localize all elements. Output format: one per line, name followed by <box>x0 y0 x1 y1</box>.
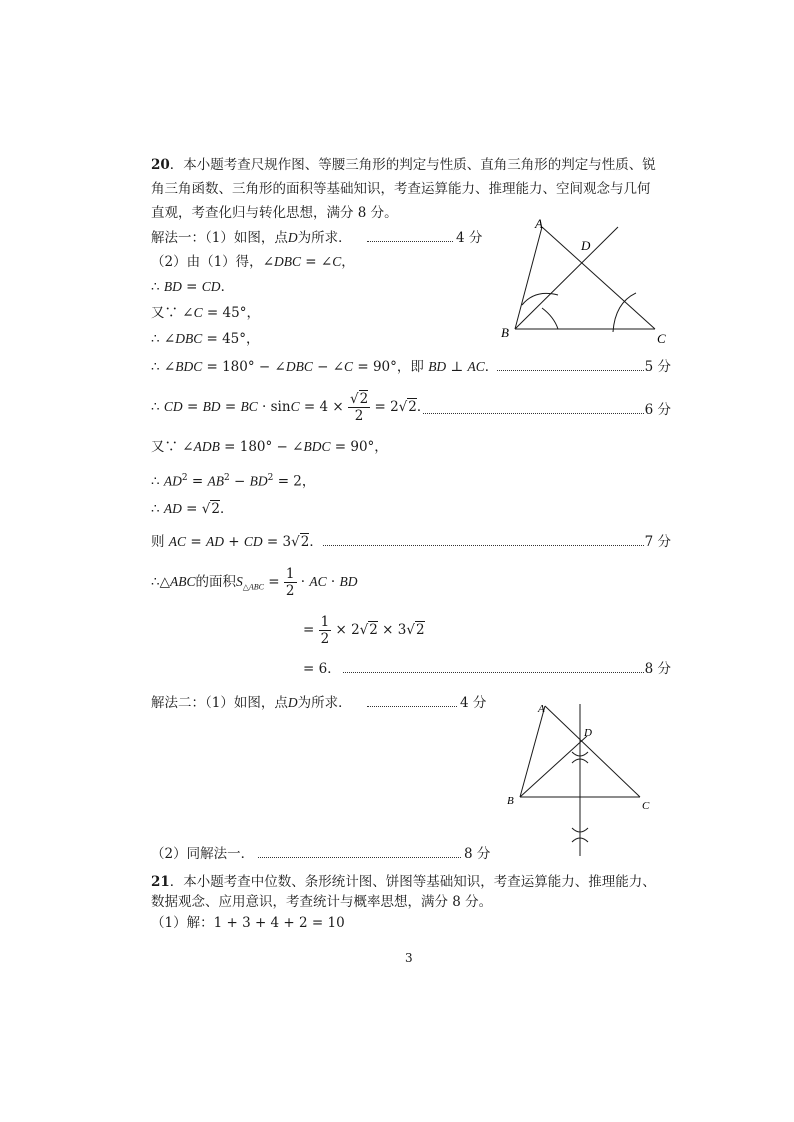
label-c: C <box>642 800 650 812</box>
q20-number: 20 <box>151 157 170 173</box>
m1-line-bd-cd: ∴ BD = CD． <box>151 279 235 295</box>
m1-line-area-result: = 6． <box>303 661 341 677</box>
bisector-line <box>515 227 618 329</box>
label-c: C <box>657 331 666 346</box>
m2-step1: 解法二：（1）如图，点D为所求． <box>151 695 352 711</box>
m1-score-6: 6 分 <box>644 402 671 418</box>
q21-step1: （1）解：1 + 3 + 4 + 2 = 10 <box>151 915 345 931</box>
figure-1-triangle <box>500 215 680 350</box>
q21-number: 21 <box>151 874 170 890</box>
q20-intro-line-1: 20．本小题考查尺规作图、等腰三角形的判定与性质、直角三角形的判定与性质、锐 <box>151 157 656 173</box>
m1-line-area-calc: = $\frac{1}{2}$ × 2√2 × 3√2 <box>303 614 425 647</box>
label-b: B <box>507 795 514 807</box>
m1-line-ad-squared: ∴ $AD^2 = AB^2 - BD^2 = 2$， <box>151 473 316 490</box>
leader-dots <box>343 672 644 673</box>
m1-line-cd: ∴ CD = BD = BC · sinC = 4 × $\frac{√2}{2}$ = 2√2． <box>151 391 431 424</box>
construction-arc-b <box>522 293 558 305</box>
label-b: B <box>501 325 509 340</box>
construction-arc-c <box>613 293 636 332</box>
leader-dots <box>497 370 644 371</box>
q21-intro-line-2: 数据观念、应用意识，考查统计与概率思想，满分 8 分。 <box>151 894 493 910</box>
leader-dots <box>258 857 461 858</box>
label-a: A <box>535 216 543 231</box>
m1-line-bdc: ∴ ∠BDC = 180° − ∠DBC − ∠C = 90°，即 BD ⊥ AC． <box>151 359 499 375</box>
leader-dots <box>323 545 644 546</box>
segment-ab <box>515 227 542 329</box>
label-d: D <box>584 727 592 739</box>
m1-step1: 解法一：（1）如图，点D为所求． <box>151 230 352 246</box>
m1-step1-score: 4 分 <box>456 230 483 246</box>
m1-line-adb: 又∵ ∠ADB = 180° − ∠BDC = 90°， <box>151 439 388 455</box>
m1-score-5: 5 分 <box>644 359 671 375</box>
m1-score-7: 7 分 <box>644 534 671 550</box>
segment-ac <box>542 227 655 329</box>
q20-intro-line-2: 角三角函数、三角形的面积等基础知识，考查运算能力、推理能力、空间观念与几何 <box>151 181 651 197</box>
label-d: D <box>581 238 591 253</box>
construction-arc-b <box>542 308 558 329</box>
segment-ab <box>520 706 545 797</box>
leader-dots <box>367 241 453 242</box>
m2-step1-score: 4 分 <box>460 695 487 711</box>
m1-score-8: 8 分 <box>644 661 671 677</box>
q21-intro-line-1: 21．本小题考查中位数、条形统计图、饼图等基础知识，考查运算能力、推理能力、 <box>151 874 656 890</box>
m1-line-ad: ∴ AD = √2． <box>151 501 234 517</box>
m2-step2-score: 8 分 <box>464 846 491 862</box>
segment-ac <box>545 706 640 797</box>
page-number: 3 <box>405 951 413 965</box>
q20-intro-line-3: 直观，考查化归与转化思想，满分 8 分。 <box>151 205 398 221</box>
segment-bd <box>520 736 587 797</box>
m1-line-angle-c: 又∵ ∠C = 45°， <box>151 305 260 321</box>
leader-dots <box>367 706 457 707</box>
label-a: A <box>538 703 545 715</box>
m1-line-area: ∴△ABC的面积$S_{\triangle ABC}$ = $\frac{1}{2}$ · AC · BD <box>151 566 358 599</box>
m1-line-angle-dbc: ∴ ∠DBC = 45°， <box>151 331 260 347</box>
m2-step2: （2）同解法一． <box>151 846 255 862</box>
m1-line-ac: 则 AC = AD + CD = 3√2． <box>151 534 323 550</box>
figure-2-triangle <box>505 700 665 860</box>
m1-step2: （2）由（1）得，∠DBC = ∠C， <box>151 254 355 270</box>
leader-dots <box>423 413 644 414</box>
